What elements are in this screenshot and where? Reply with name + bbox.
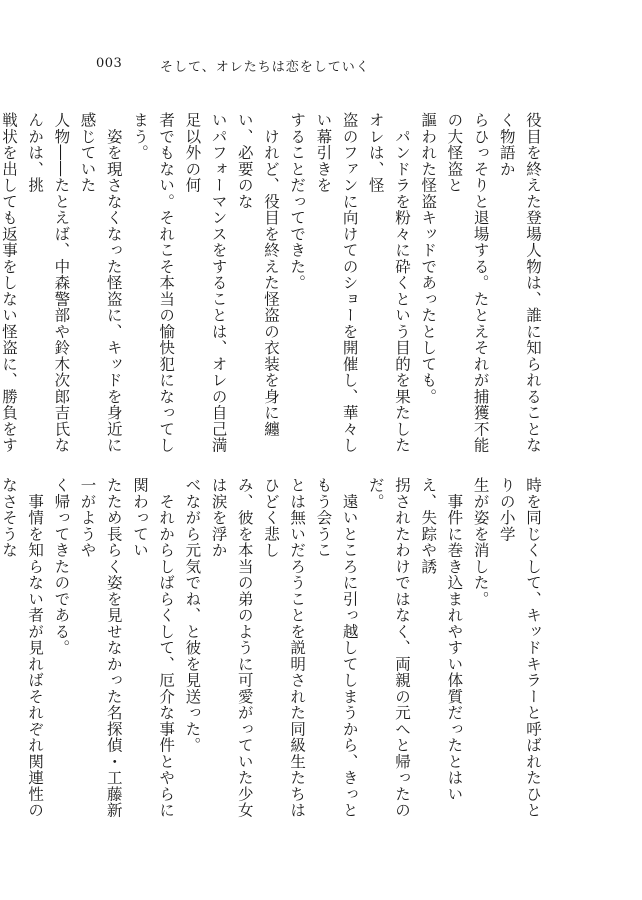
paragraph: パンドラを粉々に砕くという目的を果たしたオレは、怪 盗のファンに向けてのショーを開催し、華々しい幕引きを することだってできた。 — [288, 112, 411, 454]
paragraph: 役目を終えた登場人物は、誰に知られることなく物語か らひっそりと退場する。たとえそれが捕獲不能の大怪盗と 謳われた怪盗キッドであったとしても。 — [419, 112, 542, 454]
paragraph: けれど、役目を終えた怪盗の衣装を身に纏い、必要のな いパフォーマンスをすることは、オレの自己満足以外の何 者でもない。それこそ本当の愉快犯になってしまう。 — [130, 112, 280, 454]
paragraph: 事件に巻き込まれやすい体質だったとはいえ、失踪や誘 拐されたわけではなく、両親の元へと帰ったのだ。 — [366, 477, 464, 819]
paragraph: 姿を現さなくなった怪盗に、キッドを身近に感じていた 人物――たとえば、中森警部や鈴木次郎吉氏なんかは、挑 戦状を出しても返事をしない怪盗に、勝負をす — [0, 112, 123, 454]
text-block-top — [0, 112, 546, 460]
paragraph: 遠いところに引っ越してしまうから、きっともう会うこ とは無いだろうことを説明された同級生たちはひどく悲し み、彼を本当の弟のように可愛がっていた少女は涙を浮か べながら元気でね、と彼を見送った。 — [183, 477, 359, 819]
page-number: 003 — [96, 56, 123, 71]
page-header — [0, 56, 642, 78]
paragraph: 事情を知らない者が見ればそれぞれ関連性のなさそうな — [0, 477, 45, 819]
text-block-bottom — [0, 477, 546, 825]
running-head-title: そして、オレたちは恋をしていく — [160, 60, 370, 75]
paragraph: それからしばらくして、厄介な事件とやらに関わってい たため長らく姿を見せなかった名探偵・工藤新一がようや く帰ってきたのである。 — [52, 477, 176, 819]
paragraph: 時を同じくして、キッドキラーと呼ばれたひとりの小学 生が姿を消した。 — [471, 477, 542, 819]
